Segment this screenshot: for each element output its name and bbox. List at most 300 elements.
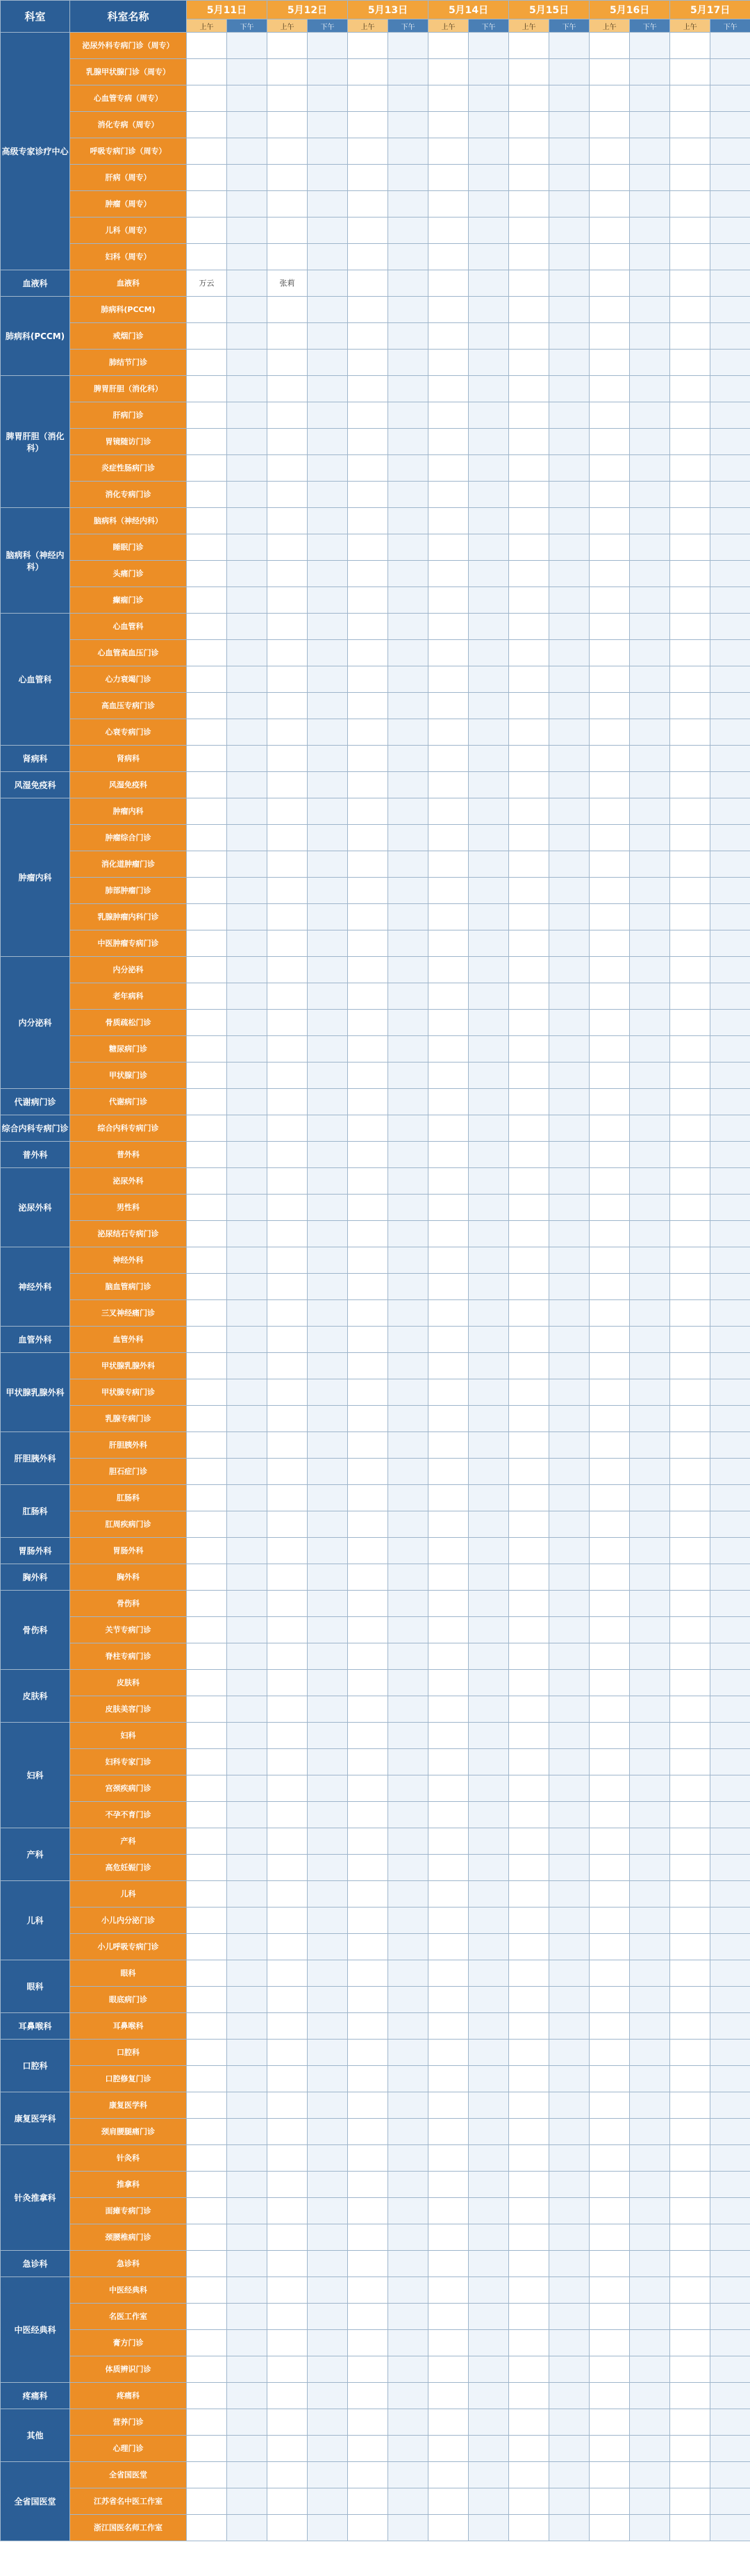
doctor-cell [187, 1934, 227, 1960]
clinic-name-cell: 体质辨识门诊 [70, 2356, 187, 2383]
table-row [1, 1379, 750, 1406]
doctor-cell [308, 1300, 348, 1327]
doctor-cell [509, 957, 549, 983]
clinic-name-cell: 口腔科 [70, 2040, 187, 2066]
table-row [1, 772, 750, 798]
doctor-cell [227, 1327, 267, 1353]
doctor-cell [187, 1353, 227, 1379]
clinic-name-cell: 膏方门诊 [70, 2330, 187, 2356]
doctor-cell [308, 112, 348, 138]
doctor-cell [670, 587, 710, 614]
doctor-cell [630, 1379, 670, 1406]
doctor-cell [388, 1908, 428, 1934]
table-row [1, 983, 750, 1010]
doctor-cell [549, 270, 590, 297]
doctor-cell [469, 825, 509, 851]
clinic-name-cell: 糖尿病门诊 [70, 1036, 187, 1063]
doctor-cell [348, 508, 388, 534]
doctor-cell [710, 1353, 750, 1379]
doctor-cell [469, 1274, 509, 1300]
doctor-cell [227, 1089, 267, 1115]
doctor-cell [388, 1010, 428, 1036]
doctor-cell [549, 508, 590, 534]
doctor-cell [267, 1881, 308, 1908]
table-row [1, 1353, 750, 1379]
doctor-cell [348, 2330, 388, 2356]
doctor-cell [348, 1379, 388, 1406]
table-row [1, 1591, 750, 1617]
doctor-cell [710, 2145, 750, 2172]
doctor-cell [590, 1934, 630, 1960]
doctor-cell [590, 2488, 630, 2515]
doctor-cell [710, 2040, 750, 2066]
doctor-cell [630, 1142, 670, 1168]
department-cell: 中医经典科 [1, 2277, 70, 2383]
doctor-cell [509, 2356, 549, 2383]
doctor-cell [509, 1247, 549, 1274]
doctor-cell [308, 138, 348, 165]
doctor-cell [348, 983, 388, 1010]
clinic-name-cell: 肝病（周专） [70, 165, 187, 191]
doctor-cell [590, 2013, 630, 2040]
doctor-cell [590, 2409, 630, 2436]
doctor-cell [388, 1881, 428, 1908]
table-row [1, 85, 750, 112]
doctor-cell [630, 614, 670, 640]
doctor-cell [590, 1432, 630, 1459]
clinic-name-cell: 心力衰竭门诊 [70, 666, 187, 693]
doctor-cell [348, 1802, 388, 1828]
clinic-name-cell: 胃肠外科 [70, 1538, 187, 1564]
department-cell: 产科 [1, 1828, 70, 1881]
doctor-cell [590, 1406, 630, 1432]
doctor-cell [187, 1459, 227, 1485]
doctor-cell [630, 1775, 670, 1802]
doctor-cell [267, 614, 308, 640]
doctor-cell [348, 138, 388, 165]
doctor-cell [630, 191, 670, 218]
doctor-cell [267, 165, 308, 191]
table-row [1, 904, 750, 930]
doctor-cell [267, 1511, 308, 1538]
doctor-cell [670, 191, 710, 218]
doctor-cell [348, 561, 388, 587]
doctor-cell [469, 1617, 509, 1643]
doctor-cell [187, 2066, 227, 2092]
doctor-cell [388, 1934, 428, 1960]
pm-header: 下午 [469, 19, 509, 33]
doctor-cell [710, 640, 750, 666]
pm-header: 下午 [710, 19, 750, 33]
doctor-cell [348, 851, 388, 878]
doctor-cell [348, 1696, 388, 1723]
doctor-cell [630, 2488, 670, 2515]
doctor-cell [187, 455, 227, 482]
doctor-cell [267, 1564, 308, 1591]
doctor-cell [308, 59, 348, 85]
doctor-cell [469, 112, 509, 138]
doctor-cell [549, 455, 590, 482]
doctor-cell [590, 904, 630, 930]
doctor-cell [710, 1591, 750, 1617]
doctor-cell [308, 2462, 348, 2488]
doctor-cell [428, 719, 469, 746]
doctor-cell [710, 2356, 750, 2383]
doctor-cell [710, 746, 750, 772]
table-row [1, 297, 750, 323]
doctor-cell [187, 482, 227, 508]
doctor-cell [469, 587, 509, 614]
doctor-cell [308, 2488, 348, 2515]
doctor-cell [670, 1036, 710, 1063]
clinic-name-cell: 内分泌科 [70, 957, 187, 983]
doctor-cell [388, 482, 428, 508]
doctor-cell [227, 2304, 267, 2330]
table-row [1, 2462, 750, 2488]
doctor-cell [187, 904, 227, 930]
doctor-cell [267, 1247, 308, 1274]
doctor-cell [549, 1010, 590, 1036]
doctor-cell [267, 297, 308, 323]
doctor-cell [469, 798, 509, 825]
department-cell: 血管外科 [1, 1327, 70, 1353]
department-cell: 针灸推拿科 [1, 2145, 70, 2251]
department-cell: 皮肤科 [1, 1670, 70, 1723]
doctor-cell [509, 1195, 549, 1221]
doctor-cell [308, 2092, 348, 2119]
doctor-cell [549, 1300, 590, 1327]
doctor-cell [267, 1855, 308, 1881]
clinic-name-cell: 面瘫专病门诊 [70, 2198, 187, 2224]
doctor-cell [509, 2066, 549, 2092]
doctor-cell [469, 719, 509, 746]
clinic-name-cell: 肛肠科 [70, 1485, 187, 1511]
doctor-cell [590, 930, 630, 957]
doctor-cell [710, 2436, 750, 2462]
doctor-cell [428, 2119, 469, 2145]
doctor-cell [710, 2515, 750, 2541]
table-row [1, 2488, 750, 2515]
doctor-cell [187, 2304, 227, 2330]
doctor-cell [227, 1908, 267, 1934]
clinic-name-cell: 针灸科 [70, 2145, 187, 2172]
doctor-cell [670, 2066, 710, 2092]
doctor-cell [549, 2515, 590, 2541]
doctor-cell [590, 2092, 630, 2119]
doctor-cell [227, 1828, 267, 1855]
doctor-cell [469, 1828, 509, 1855]
doctor-cell [469, 270, 509, 297]
doctor-cell [428, 640, 469, 666]
doctor-cell [348, 218, 388, 244]
doctor-cell [590, 1274, 630, 1300]
doctor-cell [348, 1670, 388, 1696]
doctor-cell [549, 191, 590, 218]
doctor-cell [670, 957, 710, 983]
doctor-cell [267, 1353, 308, 1379]
doctor-cell [388, 957, 428, 983]
doctor-cell [509, 2119, 549, 2145]
doctor-cell [267, 191, 308, 218]
doctor-cell [187, 640, 227, 666]
doctor-cell [549, 2409, 590, 2436]
doctor-cell [509, 1221, 549, 1247]
doctor-cell [469, 2488, 509, 2515]
doctor-cell [630, 719, 670, 746]
doctor-cell [428, 1221, 469, 1247]
doctor-cell [710, 1221, 750, 1247]
doctor-cell [388, 878, 428, 904]
doctor-cell [388, 772, 428, 798]
date-header: 5月17日 [670, 1, 750, 19]
doctor-cell [509, 138, 549, 165]
table-row [1, 851, 750, 878]
doctor-cell [227, 402, 267, 429]
doctor-cell [509, 983, 549, 1010]
doctor-cell [388, 455, 428, 482]
doctor-cell [509, 1327, 549, 1353]
doctor-cell [670, 1142, 710, 1168]
clinic-name-cell: 儿科 [70, 1881, 187, 1908]
doctor-cell [710, 534, 750, 561]
doctor-cell [549, 2198, 590, 2224]
doctor-cell [630, 2198, 670, 2224]
doctor-cell [428, 1617, 469, 1643]
doctor-cell [549, 2356, 590, 2383]
doctor-cell [187, 1010, 227, 1036]
doctor-cell [388, 1696, 428, 1723]
doctor-cell [710, 33, 750, 59]
doctor-cell [670, 2198, 710, 2224]
doctor-cell [469, 1749, 509, 1775]
table-row [1, 2330, 750, 2356]
doctor-cell [590, 323, 630, 350]
doctor-cell [308, 772, 348, 798]
doctor-cell [348, 2224, 388, 2251]
doctor-cell [187, 1485, 227, 1511]
doctor-cell [428, 851, 469, 878]
doctor-cell [227, 878, 267, 904]
doctor-cell [187, 930, 227, 957]
doctor-cell [267, 2383, 308, 2409]
doctor-cell [227, 1485, 267, 1511]
doctor-cell [348, 930, 388, 957]
doctor-cell [428, 1274, 469, 1300]
doctor-cell [187, 1828, 227, 1855]
doctor-cell [710, 693, 750, 719]
doctor-cell [348, 746, 388, 772]
table-row [1, 244, 750, 270]
doctor-cell [549, 2488, 590, 2515]
doctor-cell [227, 1142, 267, 1168]
doctor-cell [710, 1670, 750, 1696]
doctor-cell [710, 350, 750, 376]
doctor-cell [509, 402, 549, 429]
doctor-cell [670, 1168, 710, 1195]
doctor-cell [187, 2515, 227, 2541]
doctor-cell [227, 2013, 267, 2040]
doctor-cell [187, 1168, 227, 1195]
clinic-column-header: 科室名称 [70, 1, 187, 33]
clinic-name-cell: 泌尿结石专病门诊 [70, 1221, 187, 1247]
doctor-cell [428, 2092, 469, 2119]
doctor-cell [469, 1485, 509, 1511]
doctor-cell [227, 297, 267, 323]
doctor-cell [428, 2488, 469, 2515]
doctor-cell [509, 1749, 549, 1775]
doctor-cell [509, 350, 549, 376]
am-header: 上午 [267, 19, 308, 33]
doctor-cell [630, 1670, 670, 1696]
clinic-name-cell: 中医经典科 [70, 2277, 187, 2304]
doctor-cell [428, 1115, 469, 1142]
doctor-cell [348, 1142, 388, 1168]
clinic-name-cell: 皮肤科 [70, 1670, 187, 1696]
doctor-cell [710, 1195, 750, 1221]
doctor-cell [509, 1908, 549, 1934]
doctor-cell [308, 1142, 348, 1168]
doctor-cell [590, 270, 630, 297]
doctor-cell [428, 1142, 469, 1168]
table-row [1, 1775, 750, 1802]
doctor-cell [469, 746, 509, 772]
doctor-cell [590, 244, 630, 270]
doctor-cell [388, 1459, 428, 1485]
doctor-cell [267, 2304, 308, 2330]
clinic-name-cell: 康复医学科 [70, 2092, 187, 2119]
doctor-cell [348, 957, 388, 983]
doctor-cell [469, 1802, 509, 1828]
doctor-cell [509, 693, 549, 719]
clinic-name-cell: 肾病科 [70, 746, 187, 772]
doctor-cell [388, 2409, 428, 2436]
doctor-cell [187, 2145, 227, 2172]
doctor-cell [549, 693, 590, 719]
doctor-cell [549, 1564, 590, 1591]
clinic-name-cell: 心衰专病门诊 [70, 719, 187, 746]
doctor-cell [227, 1168, 267, 1195]
doctor-cell [469, 1142, 509, 1168]
doctor-cell [227, 1010, 267, 1036]
doctor-cell [187, 323, 227, 350]
doctor-cell [348, 719, 388, 746]
clinic-name-cell: 乳腺肿瘤内科门诊 [70, 904, 187, 930]
table-row [1, 1670, 750, 1696]
doctor-cell [187, 825, 227, 851]
doctor-cell [267, 1089, 308, 1115]
doctor-cell [469, 59, 509, 85]
doctor-cell [348, 1723, 388, 1749]
doctor-cell [469, 1960, 509, 1987]
doctor-cell [670, 772, 710, 798]
table-row [1, 138, 750, 165]
doctor-cell [187, 218, 227, 244]
doctor-cell [469, 2092, 509, 2119]
doctor-cell [630, 1564, 670, 1591]
doctor-cell [388, 112, 428, 138]
doctor-cell [549, 2383, 590, 2409]
doctor-cell [428, 85, 469, 112]
clinic-name-cell: 三叉神经痛门诊 [70, 1300, 187, 1327]
doctor-cell [549, 1379, 590, 1406]
clinic-name-cell: 头痛门诊 [70, 561, 187, 587]
doctor-cell [267, 957, 308, 983]
doctor-cell [308, 825, 348, 851]
doctor-cell [549, 138, 590, 165]
doctor-cell [267, 2251, 308, 2277]
pm-header: 下午 [549, 19, 590, 33]
doctor-cell [509, 1274, 549, 1300]
doctor-cell [348, 878, 388, 904]
doctor-cell [227, 666, 267, 693]
doctor-cell [509, 2224, 549, 2251]
department-cell: 心血管科 [1, 614, 70, 746]
doctor-cell [428, 1855, 469, 1881]
doctor-cell [428, 1802, 469, 1828]
doctor-cell [428, 1696, 469, 1723]
doctor-cell [388, 2356, 428, 2383]
doctor-cell [308, 455, 348, 482]
department-cell: 神经外科 [1, 1247, 70, 1327]
doctor-cell [308, 746, 348, 772]
doctor-cell [227, 1617, 267, 1643]
doctor-cell [590, 614, 630, 640]
clinic-name-cell: 炎症性肠病门诊 [70, 455, 187, 482]
doctor-cell [469, 2145, 509, 2172]
table-row [1, 1195, 750, 1221]
doctor-cell [348, 1538, 388, 1564]
doctor-cell [590, 1459, 630, 1485]
doctor-cell [549, 2436, 590, 2462]
doctor-cell [549, 1908, 590, 1934]
doctor-cell [388, 719, 428, 746]
doctor-cell [348, 191, 388, 218]
doctor-cell [348, 825, 388, 851]
doctor-cell [348, 2013, 388, 2040]
doctor-cell [388, 2330, 428, 2356]
doctor-cell [308, 1063, 348, 1089]
doctor-cell [308, 2515, 348, 2541]
doctor-cell [187, 2092, 227, 2119]
doctor-cell [509, 1300, 549, 1327]
doctor-cell [388, 1168, 428, 1195]
clinic-name-cell: 睡眠门诊 [70, 534, 187, 561]
doctor-cell [348, 1828, 388, 1855]
doctor-cell [630, 2383, 670, 2409]
doctor-cell [388, 508, 428, 534]
doctor-cell [348, 1617, 388, 1643]
doctor-cell [710, 1749, 750, 1775]
doctor-cell [630, 1828, 670, 1855]
doctor-cell [710, 2066, 750, 2092]
table-row [1, 2383, 750, 2409]
doctor-cell [630, 2145, 670, 2172]
doctor-cell [670, 2462, 710, 2488]
doctor-cell [670, 2330, 710, 2356]
doctor-cell [388, 930, 428, 957]
doctor-cell [549, 1195, 590, 1221]
doctor-cell [267, 1617, 308, 1643]
doctor-cell [388, 402, 428, 429]
doctor-cell [549, 1749, 590, 1775]
doctor-cell [187, 983, 227, 1010]
doctor-cell [509, 191, 549, 218]
doctor-cell [509, 798, 549, 825]
doctor-cell [428, 2198, 469, 2224]
doctor-cell [590, 2119, 630, 2145]
doctor-cell [348, 244, 388, 270]
doctor-cell [549, 376, 590, 402]
